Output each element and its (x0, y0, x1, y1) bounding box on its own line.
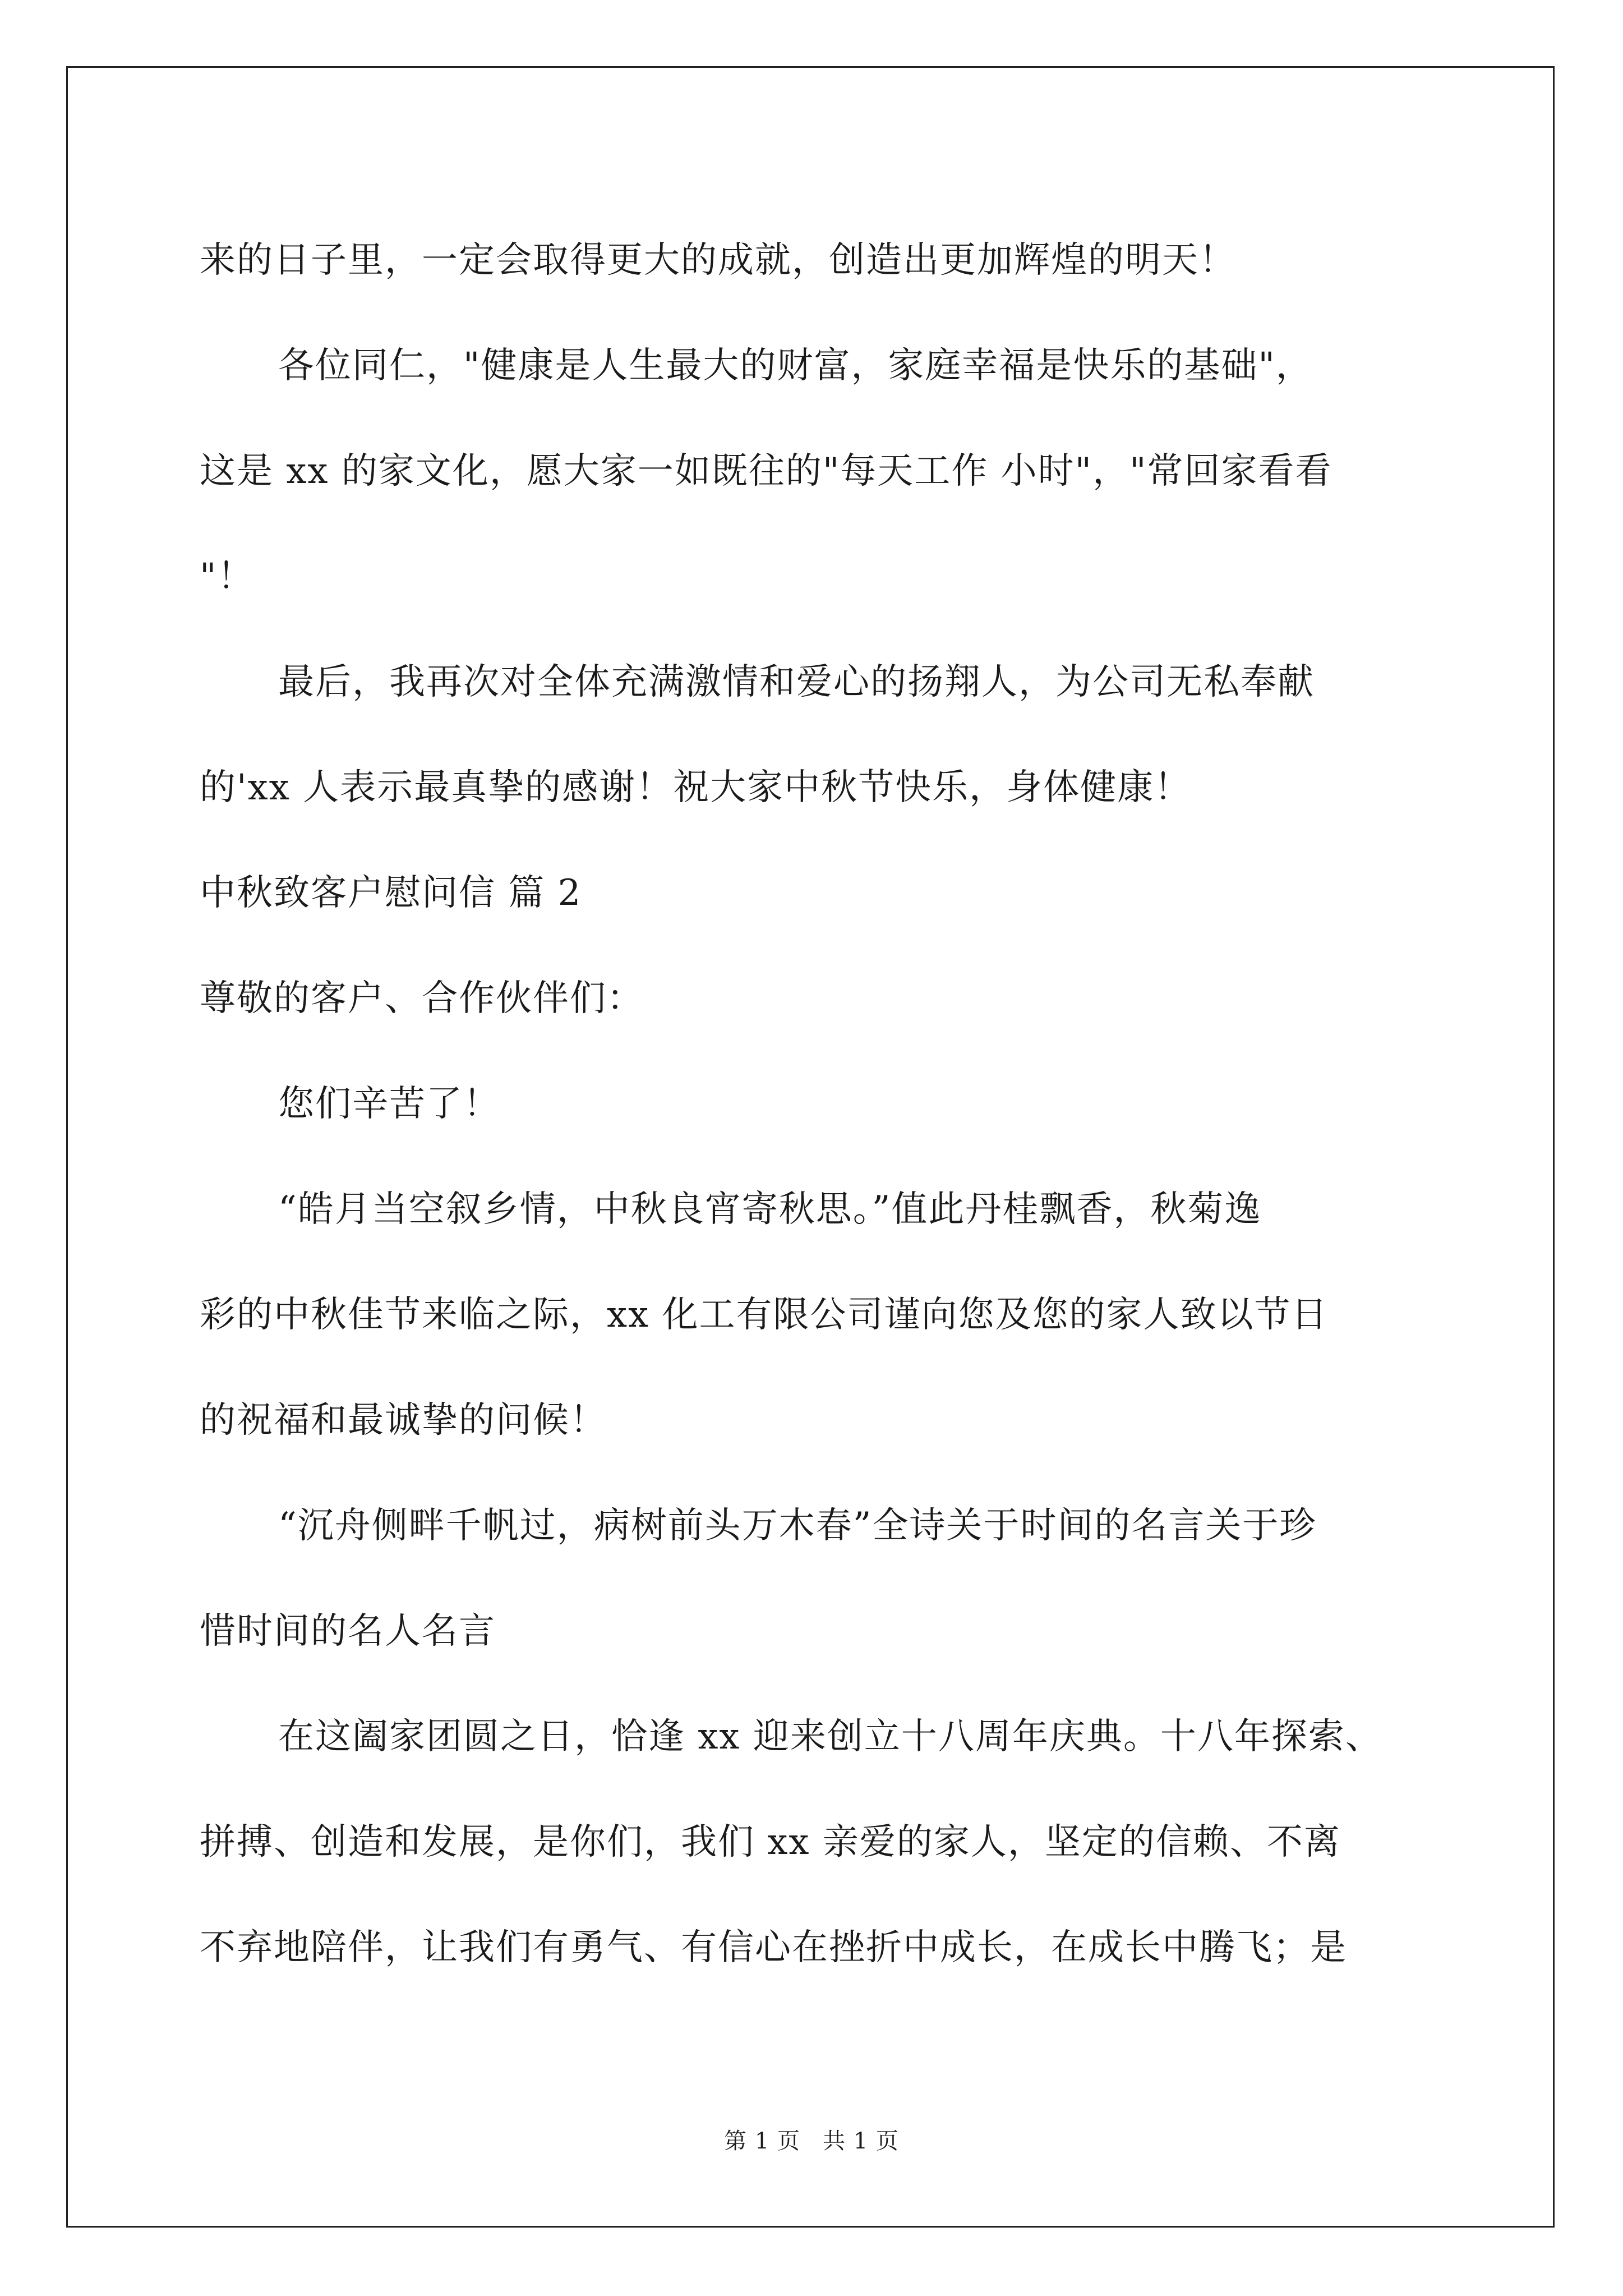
text-line: 的祝福和最诚挚的问候！ (200, 1400, 607, 1441)
text-line: 最后，我再次对全体充满激情和爱心的扬翔人，为公司无私奉献 (278, 661, 1315, 703)
text-line: “沉舟侧畔千帆过，病树前头万木春”全诗关于时间的名言关于珍 (278, 1505, 1317, 1547)
page-number: 第 1 页 (724, 2128, 800, 2154)
text-line: 来的日子里，一定会取得更大的成就，创造出更加辉煌的明天！ (200, 240, 1236, 281)
text-line: 的'xx 人表示最真挚的感谢！祝大家中秋节快乐，身体健康！ (200, 767, 1192, 808)
page-footer (0, 2127, 1623, 2155)
text-line: 您们辛苦了！ (278, 1083, 500, 1125)
section-heading: 中秋致客户慰问信 篇 2 (200, 872, 582, 914)
text-line: "！ (200, 556, 255, 597)
text-line: 各位同仁，"健康是人生最大的财富，家庭幸福是快乐的基础"， (278, 345, 1313, 386)
text-line: 不弃地陪伴，让我们有勇气、有信心在挫折中成长，在成长中腾飞；是 (200, 1927, 1347, 1968)
text-line: 拼搏、创造和发展，是你们，我们 xx 亲爱的家人，坚定的信赖、不离 (200, 1821, 1341, 1863)
text-line: 这是 xx 的家文化，愿大家一如既往的"每天工作 小时"，"常回家看看 (200, 450, 1332, 492)
text-line: 在这阖家团圆之日，恰逢 xx 迎来创立十八周年庆典。十八年探索、 (278, 1716, 1382, 1757)
page-total: 共 1 页 (823, 2128, 899, 2154)
text-line: 彩的中秋佳节来临之际，xx 化工有限公司谨向您及您的家人致以节日 (200, 1294, 1329, 1336)
text-line: 惜时间的名人名言 (200, 1611, 496, 1652)
salutation: 尊敬的客户、合作伙伴们： (200, 978, 644, 1019)
text-line: “皓月当空叙乡情，中秋良宵寄秋思。”值此丹桂飘香，秋菊逸 (278, 1189, 1262, 1230)
document-body (200, 208, 1428, 2000)
